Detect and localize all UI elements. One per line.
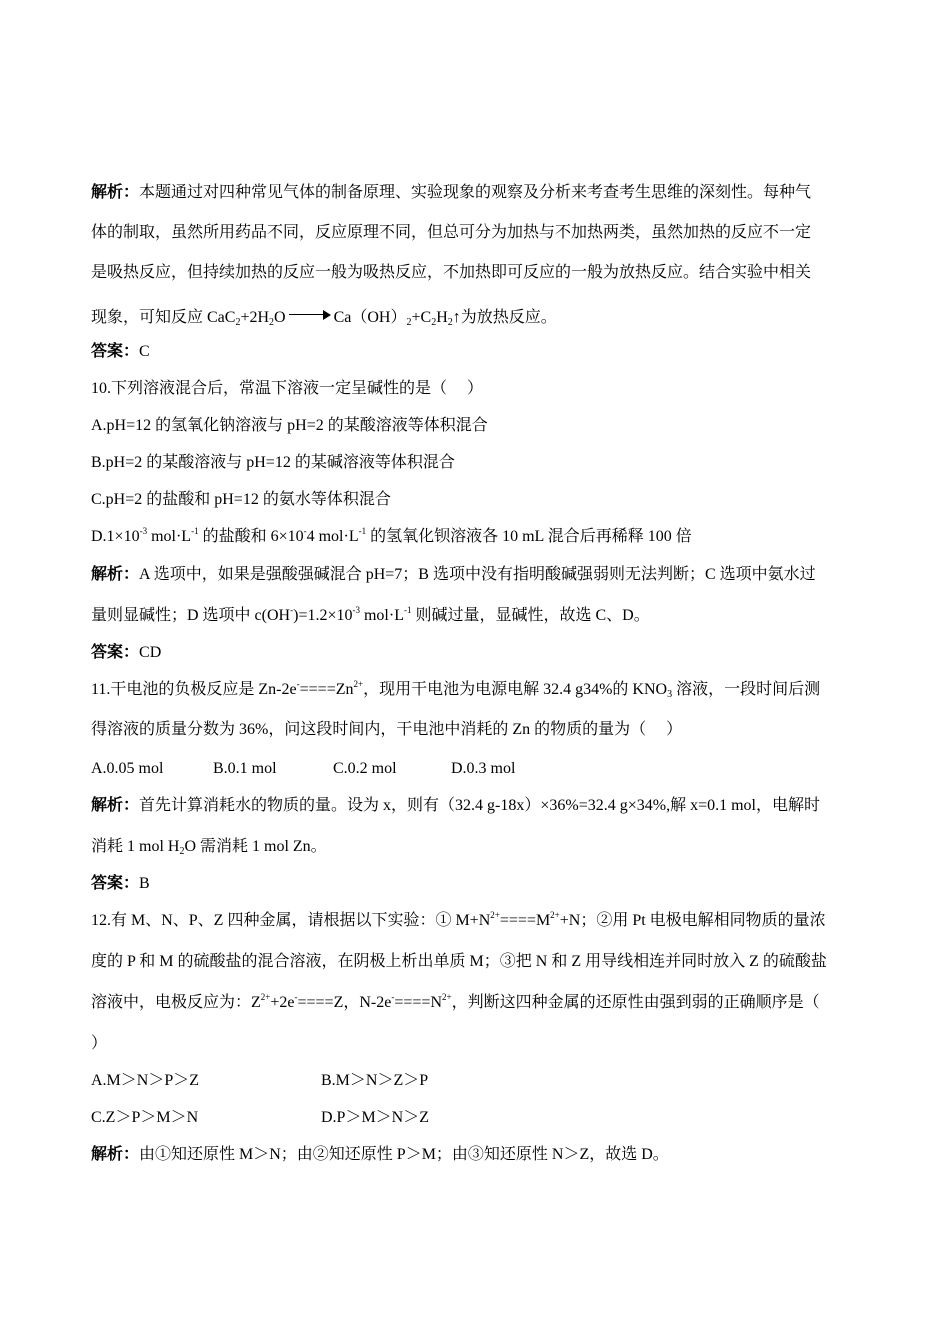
q12-option-a: A.M＞N＞P＞Z — [91, 1072, 200, 1089]
q11-analysis-line1: 解析：首先计算消耗水的物质的量。设为 x，则有（32.4 g-18x）×36%=32.4 g×34%,解 x=0.1 mol，电解时 — [91, 797, 820, 814]
analysis-label: 解析： — [91, 566, 140, 583]
answer-label: 答案： — [91, 644, 140, 661]
q12-option-d: D.P＞M＞N＞Z — [321, 1109, 430, 1126]
answer-label: 答案： — [91, 875, 140, 892]
q10-option-a: A.pH=12 的氢氧化钠溶液与 pH=2 的某酸溶液等体积混合 — [91, 417, 488, 434]
analysis-label: 解析： — [91, 797, 140, 814]
q11-stem-line1: 11.干电池的负极反应是 $Zn-2e^-====Zn^{2+}$，现用干电池为电源电解 32.4 g34%的 $KNO_3$ 溶液，一段时间后测 — [91, 679, 821, 700]
q11-option-c: C.0.2 mol — [333, 760, 397, 777]
answer-label: 答案： — [91, 343, 140, 360]
q11-option-d: D.0.3 mol — [451, 760, 516, 777]
analysis-label: 解析： — [91, 1146, 140, 1163]
q11-option-b: B.0.1 mol — [213, 760, 277, 777]
q12-option-b: B.M＞N＞Z＞P — [321, 1072, 429, 1089]
q12-option-c: C.Z＞P＞M＞N — [91, 1109, 199, 1126]
q12-options-row1 — [91, 1070, 858, 1092]
q9-analysis-line4: 现象，可知反应 $CaC_2+2H_2O$ $Ca(OH)_2+C_2H_2↑$为放热反应。 — [91, 309, 557, 328]
q10-analysis-line1: 解析：A 选项中，如果是强酸强碱混合 pH=7；B 选项中没有指明酸碱强弱则无法判断；C 选项中氨水过 — [91, 566, 816, 583]
q10-stem: 10.下列溶液混合后，常温下溶液一定呈碱性的是（ ） — [91, 380, 484, 397]
q9-analysis-line2: 体的制取，虽然所用药品不同，反应原理不同，但总可分为加热与不加热两类，虽然加热的反应不一定 — [91, 224, 812, 241]
q12-stem-line2: 度的 P 和 M 的硫酸盐的混合溶液，在阴极上析出单质 M；③把 N 和 Z 用导线相连并同时放入 Z 的硫酸盐 — [91, 953, 827, 970]
q12-options-row2 — [91, 1107, 858, 1129]
q10-option-c: C.pH=2 的盐酸和 pH=12 的氨水等体积混合 — [91, 491, 391, 508]
q10-analysis-line2: 量则显碱性；D 选项中 $c(OH^-)=1.2\times 10^{-3}$ $mol\cdot L^{-1}$ 则碱过量，显碱性，故选 C、D。 — [91, 605, 650, 624]
q12-stem-line3: 溶液中，电极反应为：$Z^{2+}+2e^-====Z$，$N-2e^-====N^{2+}$，判断这四种金属的还原性由强到弱的正确顺序是（ — [91, 992, 820, 1011]
q11-options — [91, 758, 858, 780]
q10-option-b: B.pH=2 的某酸溶液与 pH=12 的某碱溶液等体积混合 — [91, 454, 455, 471]
q11-stem-line2: 得溶液的质量分数为 36%，问这段时间内，干电池中消耗的 Zn 的物质的量为（ ） — [91, 721, 683, 738]
q10-option-d: $D.1\times 10^{-3}$ $mol\cdot L^{-1}$ 的盐酸和 6×10-4 $mol\cdot L^{-1}$ 的氢氧化钡溶液各 10 mL 混合后再稀释 100 倍 — [91, 526, 692, 545]
q9-analysis-line1: 解析：本题通过对四种常见气体的制备原理、实验现象的观察及分析来考查考生思维的深刻性。每种气 — [91, 184, 812, 201]
q11-option-a: A.0.05 mol — [91, 760, 164, 777]
q10-answer: 答案：CD — [91, 644, 162, 661]
q9-analysis-line3: 是吸热反应，但持续加热的反应一般为吸热反应，不加热即可反应的一般为放热反应。结合实验中相关 — [91, 264, 812, 281]
reaction-arrow-icon — [289, 310, 331, 320]
q9-answer: 答案：C — [91, 343, 150, 360]
q12-analysis-line1: 解析：由①知还原性 M＞N；由②知还原性 P＞M；由③知还原性 N＞Z，故选 D。 — [91, 1146, 669, 1163]
q12-stem-line4: ） — [91, 1035, 108, 1052]
q11-answer: 答案：B — [91, 875, 150, 892]
analysis-label: 解析： — [91, 184, 140, 201]
q12-stem-line1: 12.有 M、N、P、Z 四种金属，请根据以下实验：① $M+N^{2+}====M^{2+}+N$；②用 Pt 电极电解相同物质的量浓 — [91, 910, 826, 929]
q11-analysis-line2: 消耗 1 mol $H_2O$ 需消耗 1 mol Zn。 — [91, 838, 327, 857]
